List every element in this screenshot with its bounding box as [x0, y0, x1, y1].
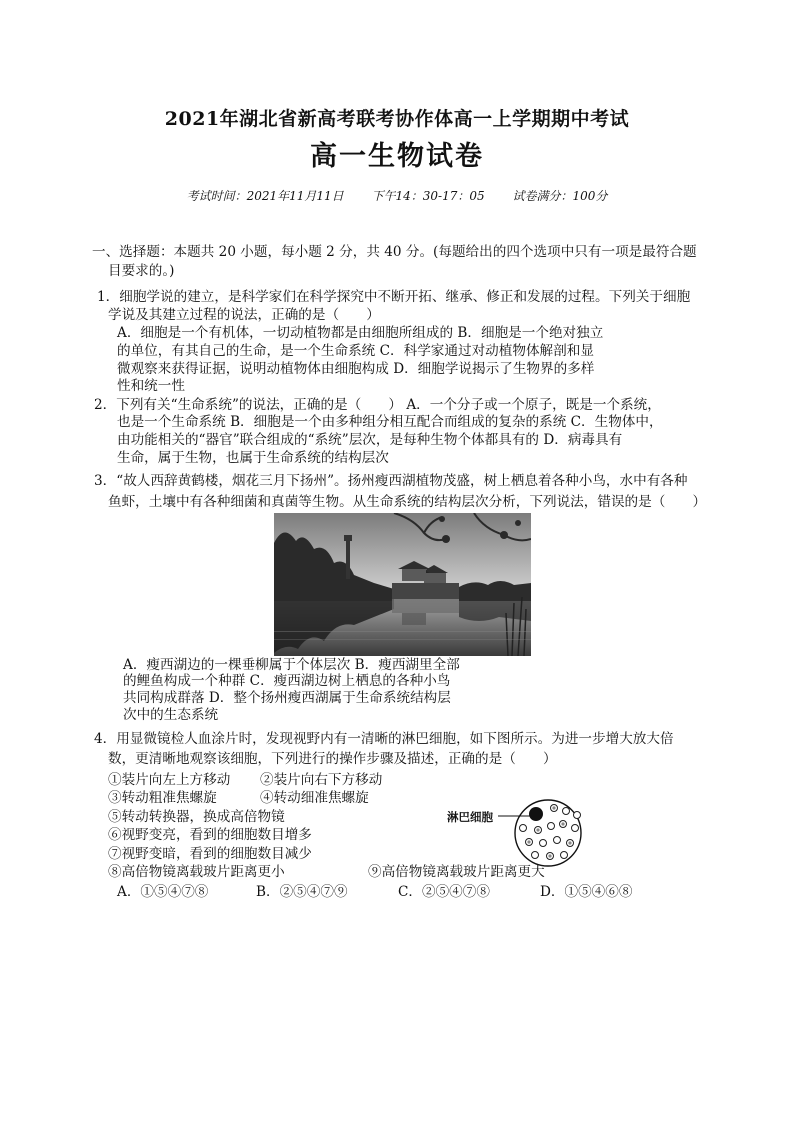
question-2-line4: 生命，属于生物，也属于生命系统的结构层次: [117, 450, 389, 466]
question-1-line5: 微观察来获得证据，说明动植物体由细胞构成 D．细胞学说揭示了生物界的多样: [117, 361, 595, 377]
question-2-line1: 2．下列有关“生命系统”的说法，正确的是（ ） A．一个分子或一个原子，既是一个系统，: [94, 397, 661, 413]
slender-west-lake-photo: [274, 513, 531, 656]
question-3-options-line3: 共同构成群落 D．整个扬州瘦西湖属于生命系统结构层: [123, 690, 451, 706]
question-1-line2: 学说及其建立过程的说法，正确的是（ ）: [108, 307, 380, 323]
question-3-line2: 鱼虾，土壤中有各种细菌和真菌等生物。从生命系统的结构层次分析，下列说法，错误的是（ ）: [108, 494, 707, 510]
step-5: ⑤转动转换器，换成高倍物镜: [108, 809, 285, 825]
question-1-line3: A．细胞是一个有机体，一切动植物都是由细胞所组成的 B．细胞是一个绝对独立: [117, 325, 604, 341]
lymphocyte-label: 淋巴细胞: [447, 810, 493, 824]
step-8: ⑧高倍物镜离载玻片距离更小: [108, 864, 285, 880]
question-3-line1: 3．“故人西辞黄鹤楼，烟花三月下扬州”。扬州瘦西湖植物茂盛，树上栖息着各种小鸟，水中有各种: [94, 473, 688, 489]
exam-info: [0, 187, 794, 204]
option-a: A．①⑤④⑦⑧: [117, 884, 209, 900]
step-6: ⑥视野变亮，看到的细胞数目增多: [108, 827, 312, 843]
question-1-line4: 的单位，有其自己的生命，是一个生命系统 C．科学家通过对动植物体解剖和显: [117, 343, 594, 359]
section-heading-line1: 一、选择题：本题共 20 小题，每小题 2 分，共 40 分。(每题给出的四个选项中只有一项是最符合题: [92, 244, 697, 260]
question-3-options-line2: 的鲤鱼构成一个种群 C．瘦西湖边树上栖息的各种小鸟: [123, 673, 451, 689]
exam-title: 2021年湖北省新高考联考协作体高一上学期期中考试: [164, 108, 630, 130]
question-4-line2: 数，更清晰地观察该细胞，下列进行的操作步骤及描述，正确的是（ ）: [108, 751, 557, 767]
step-2: ②装片向右下方移动: [260, 772, 383, 788]
step-7: ⑦视野变暗，看到的细胞数目减少: [108, 846, 312, 862]
option-d: D．①⑤④⑥⑧: [540, 884, 633, 900]
step-1: ①装片向左上方移动: [108, 772, 231, 788]
question-3-options-line4: 次中的生态系统: [123, 707, 219, 723]
section-heading-line2: 目要求的。): [108, 263, 175, 279]
step-4: ④转动细准焦螺旋: [260, 790, 369, 806]
exam-score: 试卷满分：100分: [512, 189, 608, 203]
step-9: ⑨高倍物镜离载玻片距离更大: [368, 864, 545, 880]
question-2-line2: 也是一个生命系统 B．细胞是一个由多种组分相互配合而组成的复杂的系统 C．生物体中，: [117, 414, 663, 430]
exam-time: 考试时间：2021年11月11日: [186, 189, 344, 203]
question-1-line6: 性和统一性: [117, 378, 185, 394]
question-1-line1: 1．细胞学说的建立，是科学家们在科学探究中不断开拓、继承、修正和发展的过程。下列关于细胞: [97, 289, 691, 305]
question-2-line3: 由功能相关的“器官”联合组成的“系统”层次，是每种生物个体都具有的 D．病毒具有: [117, 432, 623, 448]
question-3-options-line1: A．瘦西湖边的一棵垂柳属于个体层次 B．瘦西湖里全部: [123, 657, 460, 673]
option-b: B．②⑤④⑦⑨: [256, 884, 348, 900]
exam-period: 下午14：30-17：05: [371, 189, 485, 203]
step-3: ③转动粗准焦螺旋: [108, 790, 217, 806]
question-4-line1: 4．用显微镜检人血涂片时，发现视野内有一清晰的淋巴细胞，如下图所示。为进一步增大放大倍: [94, 731, 674, 747]
lymphocyte-cell: [529, 807, 543, 821]
option-c: C．②⑤④⑦⑧: [398, 884, 490, 900]
exam-subtitle: 高一生物试卷: [310, 141, 484, 172]
